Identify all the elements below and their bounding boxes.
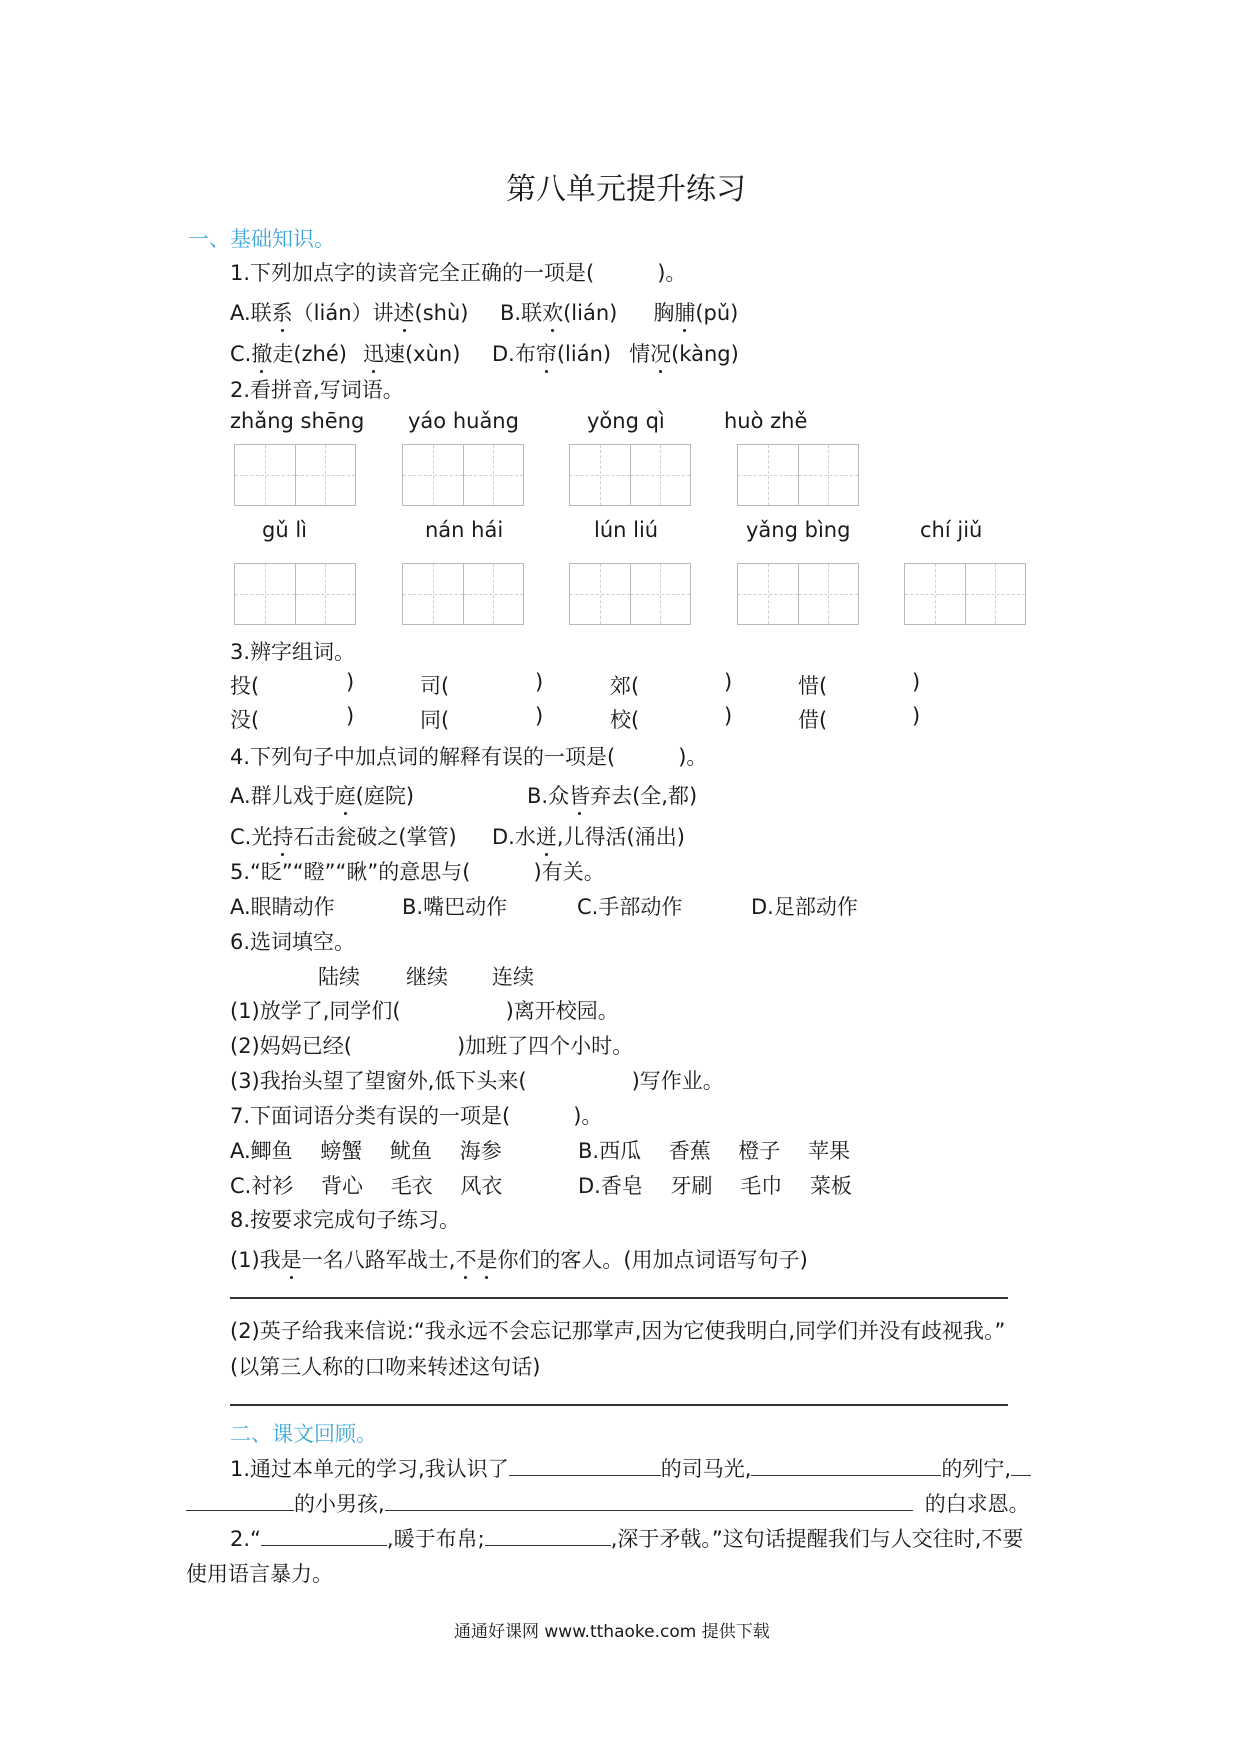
fill-blank[interactable] xyxy=(186,1490,294,1511)
fill-blank[interactable] xyxy=(261,1525,387,1546)
q4-stem: 4.下列句子中加点词的解释有误的一项是( )。 xyxy=(230,745,708,769)
page-title: 第八单元提升练习 xyxy=(506,172,746,207)
q8-stem: 8.按要求完成句子练习。 xyxy=(230,1208,461,1232)
q5-option: C.手部动作 xyxy=(577,895,683,919)
q3-close-paren: ) xyxy=(535,670,544,694)
fill-blank[interactable] xyxy=(485,1525,611,1546)
q1-option-b: B.联欢(lián) 胸脯(pǔ) xyxy=(500,297,738,327)
section-heading-review: 二、课文回顾。 xyxy=(230,1422,377,1446)
q1-option-d: D.布帘(lián) 情况(kàng) xyxy=(492,338,739,368)
writing-grid[interactable] xyxy=(402,444,524,506)
writing-grid[interactable] xyxy=(737,444,859,506)
review-q1-line1: 1.通过本单元的学习,我认识了 的司马光, 的列宁, xyxy=(230,1453,1031,1483)
pinyin-label: yáo huǎng xyxy=(408,409,519,433)
q6-word-choice: 陆续 xyxy=(318,965,360,989)
q2-stem: 2.看拼音,写词语。 xyxy=(230,378,404,402)
q5-stem: 5.“眨”“瞪”“瞅”的意思与( )有关。 xyxy=(230,860,605,884)
writing-grid[interactable] xyxy=(569,444,691,506)
section-heading-basics: 一、基础知识。 xyxy=(188,227,335,251)
q3-item: 惜( xyxy=(798,674,828,698)
review-q1-line2: 的小男孩, 的白求恩。 xyxy=(186,1488,1030,1518)
review-q2-line2: 使用语言暴力。 xyxy=(186,1562,333,1586)
q8-sentence-1: (1)我是一名八路军战士,不是你们的客人。(用加点词语写句子) xyxy=(230,1244,808,1274)
page-footer: 通通好课网 www.tthaoke.com 提供下载 xyxy=(454,1622,770,1642)
q4-option-b: B.众皆弃去(全,都) xyxy=(527,780,697,810)
q1-option-a: A.联系（lián）讲述(shù) xyxy=(230,297,468,327)
writing-grid[interactable] xyxy=(569,563,691,625)
q3-close-paren: ) xyxy=(912,704,921,728)
q6-sentence-3: (3)我抬头望了望窗外,低下头来( )写作业。 xyxy=(230,1069,724,1093)
q1-option-c: C.撤走(zhé) 迅速(xùn) xyxy=(230,338,460,368)
fill-blank[interactable] xyxy=(385,1490,913,1511)
q3-item: 校( xyxy=(610,708,640,732)
writing-grid[interactable] xyxy=(402,563,524,625)
q6-stem: 6.选词填空。 xyxy=(230,930,356,954)
q5-option: B.嘴巴动作 xyxy=(402,895,508,919)
q6-sentence-1: (1)放学了,同学们( )离开校园。 xyxy=(230,999,619,1023)
q3-close-paren: ) xyxy=(912,670,921,694)
q1-stem: 1.下列加点字的读音完全正确的一项是( )。 xyxy=(230,261,687,285)
q3-close-paren: ) xyxy=(724,670,733,694)
q3-item: 没( xyxy=(230,708,260,732)
q8-sentence-2: (2)英子给我来信说:“我永远不会忘记那掌声,因为它使我明白,同学们并没有歧视我。” xyxy=(230,1319,1006,1343)
q8-instruction: (以第三人称的口吻来转述这句话) xyxy=(230,1355,541,1379)
q7-option-b: B.西瓜 香蕉 橙子 苹果 xyxy=(578,1139,851,1163)
q3-close-paren: ) xyxy=(535,704,544,728)
review-q2-line1: 2.“ ,暖于布帛; ,深于矛戟。”这句话提醒我们与人交往时,不要 xyxy=(230,1527,1024,1551)
pinyin-label: gǔ lì xyxy=(262,518,307,542)
answer-line[interactable] xyxy=(230,1404,1008,1406)
q3-item: 投( xyxy=(230,674,260,698)
q5-option: D.足部动作 xyxy=(751,895,858,919)
writing-grid[interactable] xyxy=(234,563,356,625)
q3-item: 借( xyxy=(798,708,828,732)
writing-grid[interactable] xyxy=(234,444,356,506)
pinyin-label: zhǎng shēng xyxy=(230,409,365,433)
q7-stem: 7.下面词语分类有误的一项是( )。 xyxy=(230,1104,603,1128)
q3-close-paren: ) xyxy=(346,704,355,728)
q6-word-choice: 连续 xyxy=(492,965,534,989)
q6-word-choice: 继续 xyxy=(406,965,448,989)
writing-grid[interactable] xyxy=(904,563,1026,625)
pinyin-label: huò zhě xyxy=(724,409,808,433)
answer-line[interactable] xyxy=(230,1297,1008,1299)
q3-close-paren: ) xyxy=(724,704,733,728)
q7-option-a: A.鲫鱼 螃蟹 鱿鱼 海参 xyxy=(230,1139,502,1163)
q5-option: A.眼睛动作 xyxy=(230,895,335,919)
q4-option-d: D.水迸,儿得活(涌出) xyxy=(492,821,685,851)
q4-option-a: A.群儿戏于庭(庭院) xyxy=(230,780,414,810)
pinyin-label: yǒng qì xyxy=(587,409,665,433)
q4-option-c: C.光持石击瓮破之(掌管) xyxy=(230,821,457,851)
fill-blank[interactable] xyxy=(509,1455,661,1476)
fill-blank[interactable] xyxy=(751,1455,941,1476)
writing-grid[interactable] xyxy=(737,563,859,625)
q6-sentence-2: (2)妈妈已经( )加班了四个小时。 xyxy=(230,1034,634,1058)
q3-stem: 3.辨字组词。 xyxy=(230,640,356,664)
fill-blank[interactable] xyxy=(1011,1455,1031,1476)
q7-option-c: C.衬衫 背心 毛衣 风衣 xyxy=(230,1174,503,1198)
q3-item: 同( xyxy=(420,708,450,732)
q3-item: 司( xyxy=(420,674,450,698)
pinyin-label: yǎng bìng xyxy=(746,518,851,542)
q3-item: 郊( xyxy=(610,674,640,698)
q7-option-d: D.香皂 牙刷 毛巾 菜板 xyxy=(578,1174,852,1198)
pinyin-label: lún liú xyxy=(594,518,659,542)
pinyin-label: nán hái xyxy=(425,518,504,542)
q3-close-paren: ) xyxy=(346,670,355,694)
pinyin-label: chí jiǔ xyxy=(920,518,983,542)
